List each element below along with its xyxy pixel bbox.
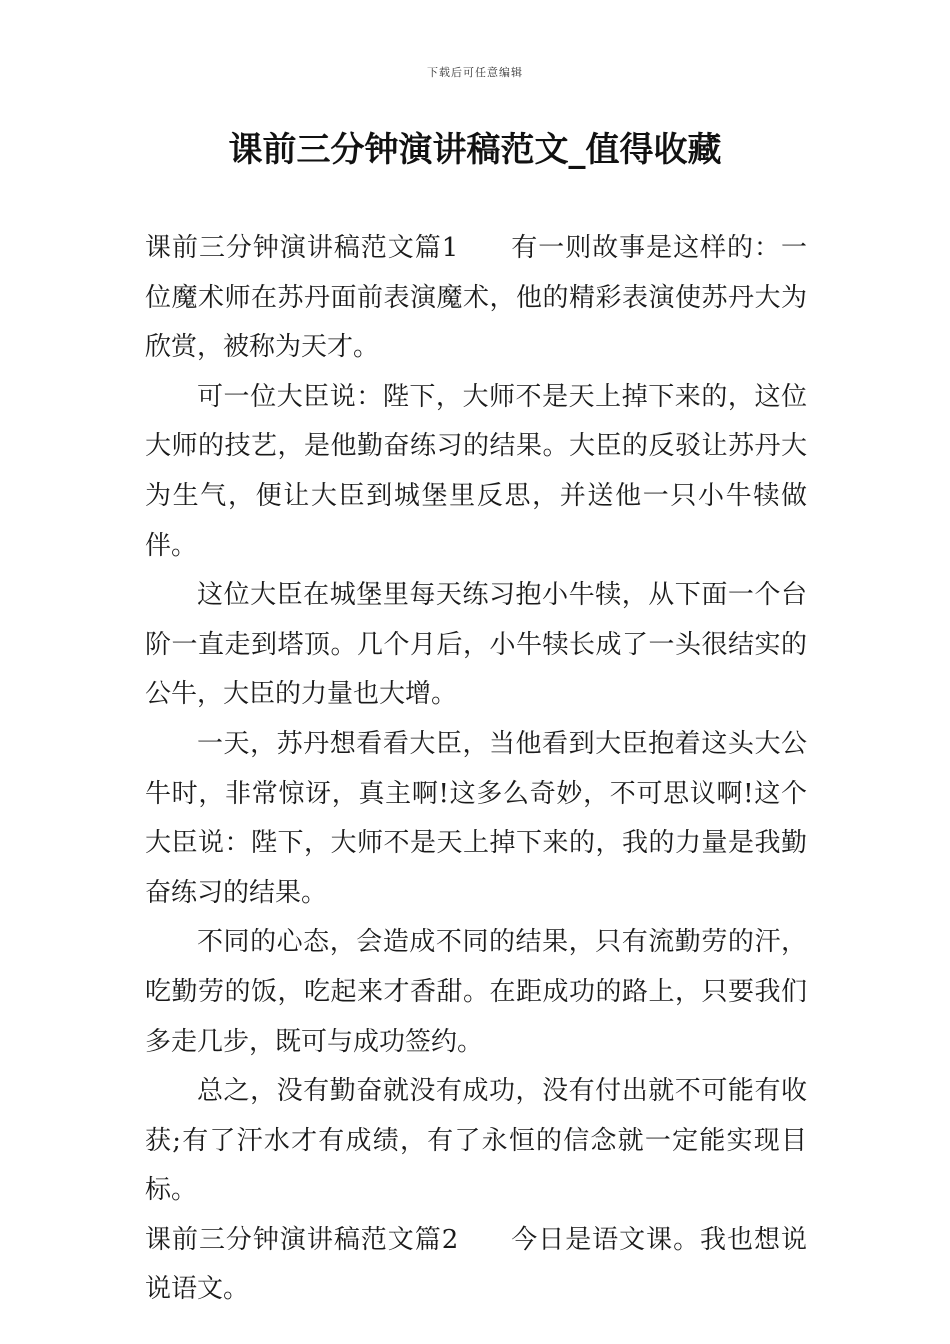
header-note: 下载后可任意编辑: [427, 66, 523, 79]
body-paragraph: 这位大臣在城堡里每天练习抱小牛犊，从下面一个台阶一直走到塔顶。几个月后，小牛犊长成了一头很结实的公牛，大臣的力量也大增。: [145, 580, 807, 710]
section-2-heading: 课前三分钟演讲稿范文篇2: [145, 1224, 459, 1255]
body-paragraph: 一天，苏丹想看看大臣，当他看到大臣抱着这头大公牛时，非常惊讶，真主啊!这多么奇妙，不可思议啊!这个大臣说：陛下，大师不是天上掉下来的，我的力量是我勤奋练习的结果。: [145, 728, 807, 908]
document-title: 课前三分钟演讲稿范文_值得收藏: [228, 130, 722, 170]
body-paragraph: 可一位大臣说：陛下，大师不是天上掉下来的，这位大师的技艺，是他勤奋练习的结果。大臣的反驳让苏丹大为生气，便让大臣到城堡里反思，并送他一只小牛犊做伴。: [145, 381, 807, 561]
body-paragraph: 总之，没有勤奋就没有成功，没有付出就不可能有收获;有了汗水才有成绩，有了永恒的信念就一定能实现目标。: [145, 1076, 807, 1206]
section-1-paragraph: [145, 224, 807, 373]
section-2-opening: 今日是语文课。我也想说说语文。: [145, 1224, 807, 1305]
document-body: [145, 224, 807, 1315]
section-1-heading: 课前三分钟演讲稿范文篇1: [145, 233, 459, 263]
section-1-opening: 有一则故事是这样的：一位魔术师在苏丹面前表演魔术，他的精彩表演使苏丹大为欣赏，被称为天才。: [145, 233, 807, 363]
body-paragraph: 不同的心态，会造成不同的结果，只有流勤劳的汗，吃勤劳的饭，吃起来才香甜。在距成功的路上，只要我们多走几步，既可与成功签约。: [145, 927, 807, 1057]
section-2-paragraph: [145, 1216, 807, 1315]
